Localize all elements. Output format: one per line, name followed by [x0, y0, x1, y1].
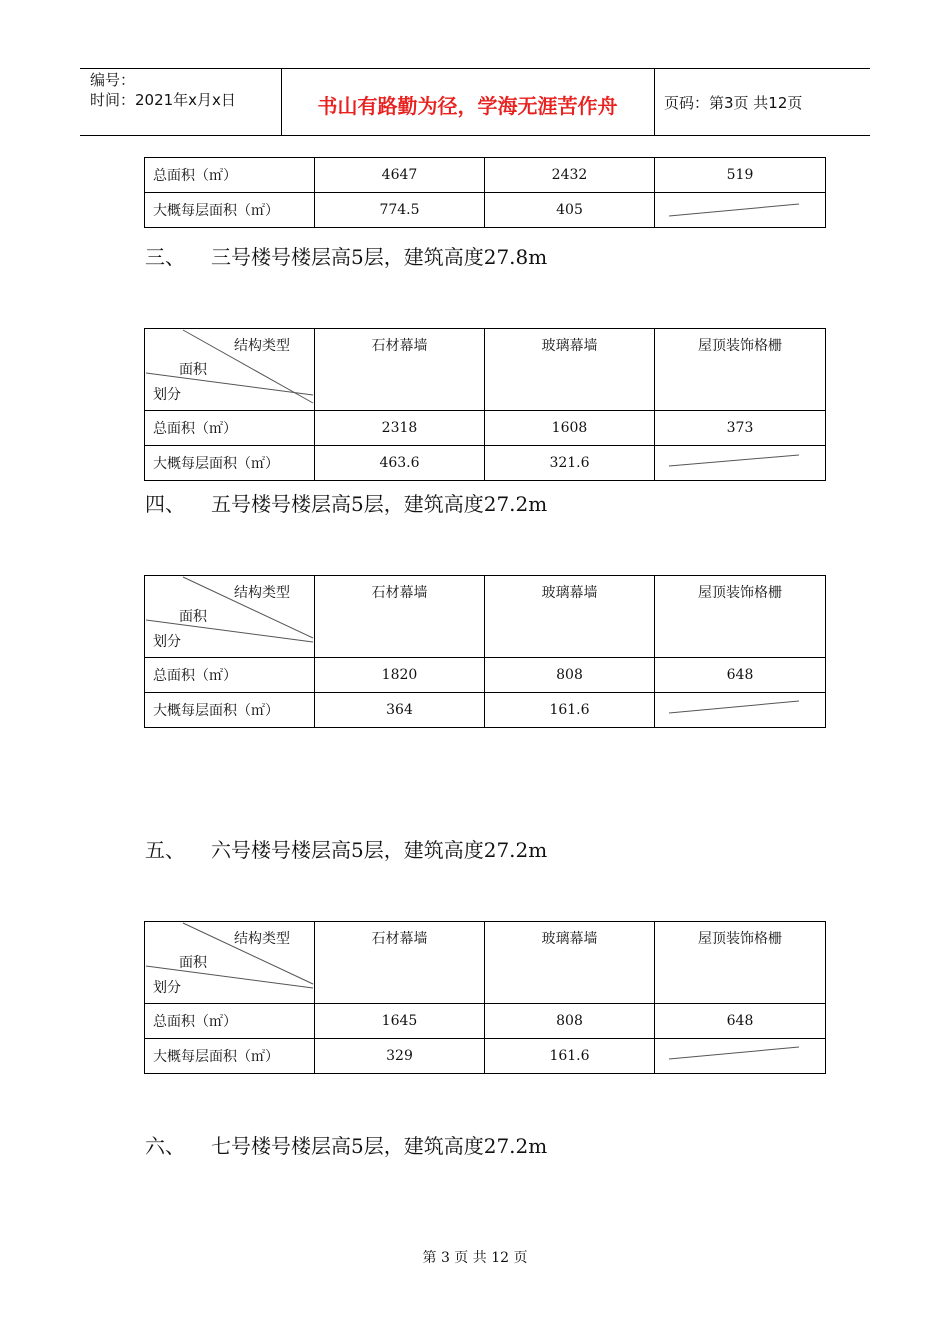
- table-row: [145, 193, 826, 228]
- corner-header-cell: [145, 922, 315, 1004]
- cell-value: 648: [655, 658, 826, 693]
- table-building-6: [144, 921, 826, 1074]
- cell-value: 774.5: [315, 193, 485, 228]
- cell-value: 4647: [315, 158, 485, 193]
- header-bottom-rule: [80, 135, 870, 136]
- empty-slash-cell: [655, 1039, 826, 1074]
- cell-value: 405: [485, 193, 655, 228]
- section-number: 五、: [145, 838, 185, 862]
- cell-value: 648: [655, 1004, 826, 1039]
- corner-area-label: 面积: [179, 362, 207, 378]
- cell-value: 161.6: [485, 693, 655, 728]
- cell-value: 808: [485, 1004, 655, 1039]
- row-label: 总面积（㎡）: [145, 411, 315, 446]
- cell-value: 1820: [315, 658, 485, 693]
- cell-value: 321.6: [485, 446, 655, 481]
- table-header-row: [145, 576, 826, 658]
- column-header: 石材幕墙: [315, 576, 485, 658]
- cell-value: 329: [315, 1039, 485, 1074]
- corner-header-cell: [145, 576, 315, 658]
- row-label: 大概每层面积（㎡）: [145, 446, 315, 481]
- slash-line: [655, 446, 825, 480]
- corner-type-label: 结构类型: [234, 931, 290, 947]
- corner-area-label: 面积: [179, 955, 207, 971]
- row-label: 总面积（㎡）: [145, 1004, 315, 1039]
- table-header-row: [145, 329, 826, 411]
- row-label: 大概每层面积（㎡）: [145, 193, 315, 228]
- cell-value: 1608: [485, 411, 655, 446]
- cell-value: 808: [485, 658, 655, 693]
- page-footer: 第 3 页 共 12 页: [422, 1250, 528, 1266]
- corner-header-cell: [145, 329, 315, 411]
- table-row: [145, 446, 826, 481]
- cell-value: 364: [315, 693, 485, 728]
- table-row: [145, 411, 826, 446]
- header-divider-right: [654, 68, 655, 135]
- section-title: 三号楼号楼层高5层，建筑高度27.8m: [211, 245, 548, 269]
- header-page-info: 页码：第3页 共12页: [664, 94, 803, 112]
- column-header: 石材幕墙: [315, 922, 485, 1004]
- slash-line: [655, 193, 825, 227]
- header-top-rule: [80, 68, 870, 69]
- table-row: [145, 1004, 826, 1039]
- section-number: 四、: [145, 492, 185, 516]
- cell-value: 161.6: [485, 1039, 655, 1074]
- section-number: 三、: [145, 245, 185, 269]
- cell-value: 373: [655, 411, 826, 446]
- header-serial: 编号：: [90, 71, 136, 89]
- column-header: 屋顶装饰格栅: [655, 329, 826, 411]
- section-heading-6: [145, 1130, 547, 1159]
- table-continued: [144, 157, 826, 228]
- table-building-3: [144, 328, 826, 481]
- row-label: 大概每层面积（㎡）: [145, 1039, 315, 1074]
- row-label: 总面积（㎡）: [145, 658, 315, 693]
- header-time: 时间：2021年x月x日: [90, 91, 236, 109]
- cell-value: 1645: [315, 1004, 485, 1039]
- section-title: 七号楼号楼层高5层，建筑高度27.2m: [211, 1134, 548, 1158]
- row-label: 总面积（㎡）: [145, 158, 315, 193]
- table-row: [145, 658, 826, 693]
- empty-slash-cell: [655, 693, 826, 728]
- corner-division-label: 划分: [153, 387, 181, 403]
- column-header: 屋顶装饰格栅: [655, 576, 826, 658]
- column-header: 石材幕墙: [315, 329, 485, 411]
- corner-division-label: 划分: [153, 634, 181, 650]
- slash-line: [655, 693, 825, 727]
- cell-value: 519: [655, 158, 826, 193]
- column-header: 屋顶装饰格栅: [655, 922, 826, 1004]
- table-row: [145, 693, 826, 728]
- empty-slash-cell: [655, 446, 826, 481]
- section-title: 五号楼号楼层高5层，建筑高度27.2m: [211, 492, 548, 516]
- section-heading-3: [145, 241, 547, 270]
- table-header-row: [145, 922, 826, 1004]
- header-motto: 书山有路勤为径，学海无涯苦作舟: [317, 94, 618, 118]
- cell-value: 463.6: [315, 446, 485, 481]
- corner-type-label: 结构类型: [234, 338, 290, 354]
- empty-slash-cell: [655, 193, 826, 228]
- section-heading-4: [145, 488, 547, 517]
- section-heading-5: [145, 834, 547, 863]
- corner-type-label: 结构类型: [234, 585, 290, 601]
- cell-value: 2432: [485, 158, 655, 193]
- column-header: 玻璃幕墙: [485, 576, 655, 658]
- corner-area-label: 面积: [179, 609, 207, 625]
- table-building-5: [144, 575, 826, 728]
- row-label: 大概每层面积（㎡）: [145, 693, 315, 728]
- corner-division-label: 划分: [153, 980, 181, 996]
- slash-line: [655, 1039, 825, 1073]
- section-number: 六、: [145, 1134, 185, 1158]
- table-row: [145, 1039, 826, 1074]
- table-row: [145, 158, 826, 193]
- cell-value: 2318: [315, 411, 485, 446]
- column-header: 玻璃幕墙: [485, 922, 655, 1004]
- column-header: 玻璃幕墙: [485, 329, 655, 411]
- section-title: 六号楼号楼层高5层，建筑高度27.2m: [211, 838, 548, 862]
